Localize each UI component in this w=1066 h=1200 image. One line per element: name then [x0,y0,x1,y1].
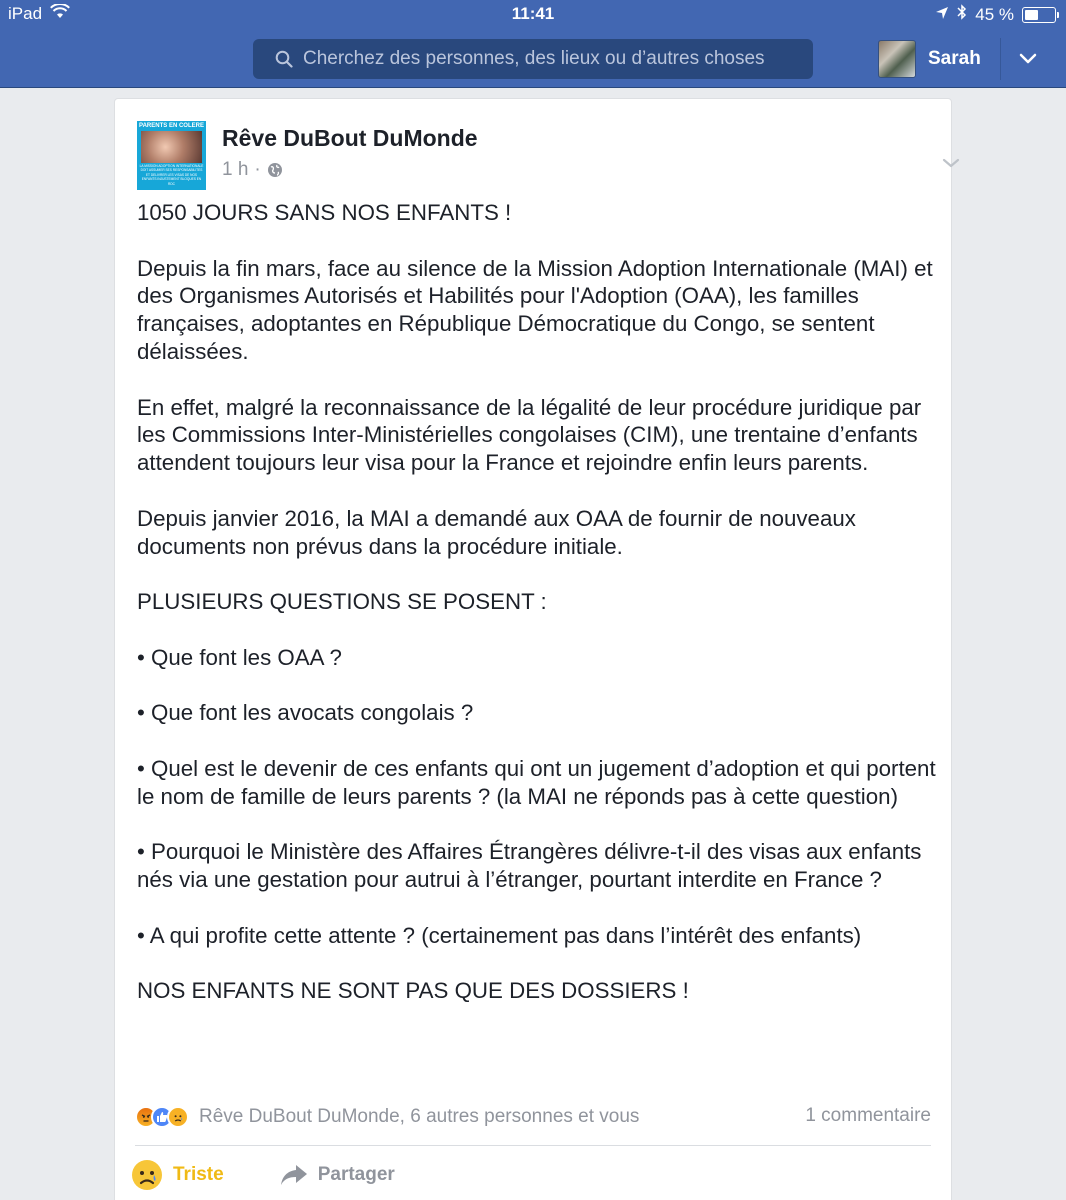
post-body [137,199,937,1033]
share-button[interactable] [280,1163,395,1187]
globe-icon [267,162,283,178]
post-paragraph: PLUSIEURS QUESTIONS SE POSENT : [137,589,547,615]
bluetooth-icon [957,4,967,25]
thumbnail-photo [141,131,202,163]
top-bar [0,0,1066,88]
post-card [114,98,952,1200]
post-meta [222,159,283,181]
device-label: iPad [8,4,43,23]
actions-divider [135,1145,931,1146]
avatar [878,40,916,78]
post-paragraph: • A qui profite cette attente ? (certainement pas dans l’intérêt des enfants) [137,922,862,948]
battery-percent: 45 % [975,4,1014,24]
sad-reaction-icon [167,1106,189,1128]
post-paragraph: • Que font les avocats congolais ? [137,700,474,726]
post-options-chevron-icon[interactable] [939,151,963,175]
profile-button[interactable] [878,40,981,78]
post-paragraph: • Que font les OAA ? [137,644,342,670]
share-arrow-icon [280,1163,308,1187]
post-paragraph: • Pourquoi le Ministère des Affaires Étrangères délivre-t-il des visas aux enfants nés via une gestation pour autrui à l’étranger, pourtant interdite en France ? [137,839,922,893]
status-right [935,4,1056,25]
post-actions [131,1155,927,1195]
status-time: 11:41 [511,4,555,23]
reaction-label: Triste [173,1164,224,1185]
status-bar [0,0,1066,30]
post-paragraph: Depuis janvier 2016, la MAI a demandé aux OAA de fournir de nouveaux documents non prévus dans la procédure initiale. [137,505,856,559]
nav-divider [1000,38,1001,80]
user-name: Sarah [928,48,981,69]
share-label: Partager [317,1164,395,1185]
post-time[interactable]: 1 h [222,159,249,180]
battery-icon [1022,7,1056,23]
thumbnail-text: LA MISSION ADOPTION INTERNATIONALE DOIT ASSUMER SES RESPONSABILITES ET DELIVRER LES VISAS DE NOS ENFANTS INJUSTEMENT BLOQUES EN RDC [139,164,204,186]
account-menu-button[interactable] [1013,44,1043,74]
post-paragraph: Depuis la fin mars, face au silence de la Mission Adoption Internationale (MAI) et des Organismes Autorisés et Habilités pour l'Adoption (OAA), les familles françaises, adoptantes en République Démocratique du Congo, se sentent délaissées. [137,255,933,364]
search-input[interactable] [303,48,803,70]
reaction-button[interactable] [131,1159,224,1191]
comments-count[interactable]: 1 commentaire [805,1105,931,1126]
reactions-text: Rêve DuBout DuMonde, 6 autres personnes et vous [199,1106,640,1127]
meta-dot: · [254,159,261,180]
reaction-icons [135,1106,183,1128]
reactions-summary[interactable] [135,1103,931,1131]
search-icon [275,50,293,68]
thumbnail-band: PARENTS EN COLERE [139,123,204,129]
page-profile-picture[interactable] [137,121,206,190]
location-icon [935,5,949,25]
post-header [137,121,937,191]
sad-face-icon [131,1159,163,1191]
post-author[interactable]: Rêve DuBout DuMonde [222,125,478,151]
battery-fill [1025,10,1038,20]
chevron-down-icon [1019,53,1037,65]
post-paragraph: • Quel est le devenir de ces enfants qui ont un jugement d’adoption et qui portent le nom de famille de leurs parents ? (la MAI ne réponds pas à cette question) [137,755,936,809]
search-bar[interactable] [253,39,813,79]
post-paragraph: En effet, malgré la reconnaissance de la légalité de leur procédure juridique par les Commissions Inter-Ministérielles congolaises (CIM), une trentaine d’enfants attendent toujours leur visa pour la France et rejoindre enfin leurs parents. [137,394,922,476]
post-paragraph: NOS ENFANTS NE SONT PAS QUE DES DOSSIERS ! [137,978,689,1004]
post-paragraph: 1050 JOURS SANS NOS ENFANTS ! [137,200,512,225]
